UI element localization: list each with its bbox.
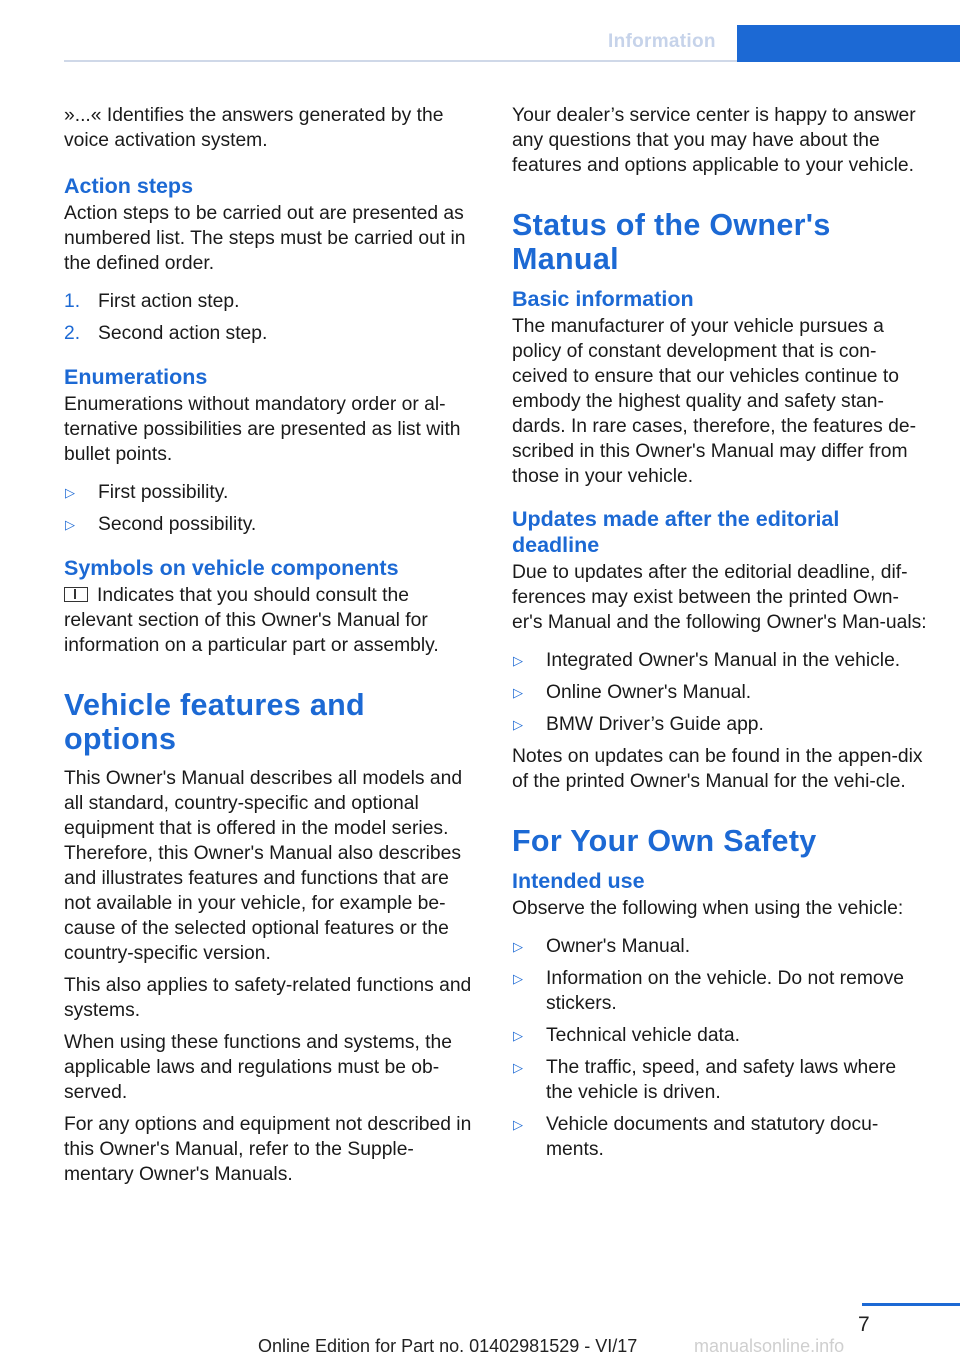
action-steps-heading: Action steps — [64, 174, 194, 198]
header-section-title: Information — [608, 31, 716, 52]
notes-text: Notes on updates can be found in the appen‐dix of the printed Owner's Manual for the vehi‐cle. — [512, 746, 923, 792]
list-item-text: Integrated Owner's Manual in the vehicle. — [546, 650, 901, 671]
triangle-bullet-icon: ▷ — [513, 1117, 523, 1132]
basic-info-heading: Basic information — [512, 287, 694, 311]
list-item — [512, 648, 927, 673]
left-column — [64, 103, 479, 1194]
right-column — [512, 103, 927, 1169]
action-steps-text: Action steps to be carried out are presented as numbered list. The steps must be carried out in the defined order. — [64, 203, 466, 274]
list-item-text: The traffic, speed, and safety laws where the vehicle is driven. — [546, 1057, 897, 1103]
vehicle-features-paragraph: For any options and equipment not described in this Owner's Manual, refer to the Supple‐mentary Owner's Manuals. — [64, 1114, 472, 1185]
list-item — [512, 1023, 927, 1048]
list-item-text: Information on the vehicle. Do not remove stickers. — [546, 968, 904, 1014]
list-item — [64, 512, 479, 537]
vehicle-features-paragraph: This Owner's Manual describes all models and all standard, country-specific and optional equipment that is offered in the model series. Therefore, this Owner's Manual also describes and illustrates features and functions that are not available in your vehicle, for example be‐cause of the selected optional features or the country-specific version. — [64, 768, 463, 964]
intro-paragraph: »...« Identifies the answers generated by the voice activation system. — [64, 105, 444, 151]
triangle-bullet-icon: ▷ — [513, 1028, 523, 1043]
updates-text: Due to updates after the editorial deadline, dif‐ferences may exist between the printed Own‐er's Manual and the following Owner's Man‐uals: — [512, 562, 927, 633]
step-text: Second action step. — [98, 323, 268, 344]
triangle-bullet-icon: ▷ — [65, 485, 75, 500]
list-item — [512, 680, 927, 705]
triangle-bullet-icon: ▷ — [513, 653, 523, 668]
list-item-text: Vehicle documents and statutory docu‐ments. — [546, 1114, 879, 1160]
intended-use-heading: Intended use — [512, 869, 645, 893]
list-item-text: Second possibility. — [98, 514, 257, 535]
list-item-text: Online Owner's Manual. — [546, 682, 752, 703]
action-steps-list — [64, 289, 479, 346]
header-accent-block — [737, 25, 960, 62]
enumerations-heading: Enumerations — [64, 365, 208, 389]
footer-rule — [862, 1303, 960, 1306]
triangle-bullet-icon: ▷ — [65, 517, 75, 532]
symbols-text: Indicates that you should consult the relevant section of this Owner's Manual for information on a particular part or assembly. — [64, 585, 439, 656]
list-item — [512, 712, 927, 737]
triangle-bullet-icon: ▷ — [513, 685, 523, 700]
vehicle-features-paragraph: This also applies to safety-related functions and systems. — [64, 975, 472, 1021]
dealer-paragraph: Your dealer’s service center is happy to answer any questions that you may have about the features and options applicable to your vehicle. — [512, 105, 916, 176]
step-text: First action step. — [98, 291, 240, 312]
list-item — [512, 1112, 927, 1162]
enumerations-list — [64, 480, 479, 537]
book-icon — [64, 587, 88, 602]
triangle-bullet-icon: ▷ — [513, 717, 523, 732]
triangle-bullet-icon: ▷ — [513, 971, 523, 986]
list-item-text: Technical vehicle data. — [546, 1025, 740, 1046]
list-item — [64, 289, 479, 314]
triangle-bullet-icon: ▷ — [513, 1060, 523, 1075]
enumerations-text: Enumerations without mandatory order or al‐ternative possibilities are presented as list with bullet points. — [64, 394, 461, 465]
safety-heading: For Your Own Safety — [512, 824, 817, 858]
list-item — [64, 480, 479, 505]
list-item — [512, 966, 927, 1016]
step-number: 1. — [64, 291, 81, 312]
list-item-text: BMW Driver’s Guide app. — [546, 714, 764, 735]
status-heading: Status of the Owner's Manual — [512, 208, 831, 276]
edition-text: Online Edition for Part no. 01402981529 - VI/17 — [258, 1336, 638, 1356]
watermark-text: manualsonline.info — [694, 1336, 845, 1356]
header-rule — [64, 60, 738, 62]
triangle-bullet-icon: ▷ — [513, 939, 523, 954]
list-item — [512, 934, 927, 959]
page-number: 7 — [858, 1313, 870, 1336]
symbols-heading: Symbols on vehicle components — [64, 556, 399, 580]
vehicle-features-paragraph: When using these functions and systems, the applicable laws and regulations must be ob‐served. — [64, 1032, 452, 1103]
list-item — [512, 1055, 927, 1105]
updates-list — [512, 648, 927, 737]
list-item-text: Owner's Manual. — [546, 936, 691, 957]
list-item — [64, 321, 479, 346]
intended-use-text: Observe the following when using the vehicle: — [512, 898, 904, 919]
updates-heading: Updates made after the editorial deadline — [512, 507, 840, 557]
symbols-paragraph — [64, 583, 479, 658]
intended-use-list — [512, 934, 927, 1162]
step-number: 2. — [64, 323, 81, 344]
list-item-text: First possibility. — [98, 482, 229, 503]
basic-info-text: The manufacturer of your vehicle pursues a policy of constant development that is con‐ceived to ensure that our vehicles continue to embody the highest quality and safety stan‐dards. In rare cases, therefore, the features de‐scribed in this Owner's Manual may differ from those in your vehicle. — [512, 316, 917, 487]
vehicle-features-heading: Vehicle features and options — [64, 688, 365, 756]
